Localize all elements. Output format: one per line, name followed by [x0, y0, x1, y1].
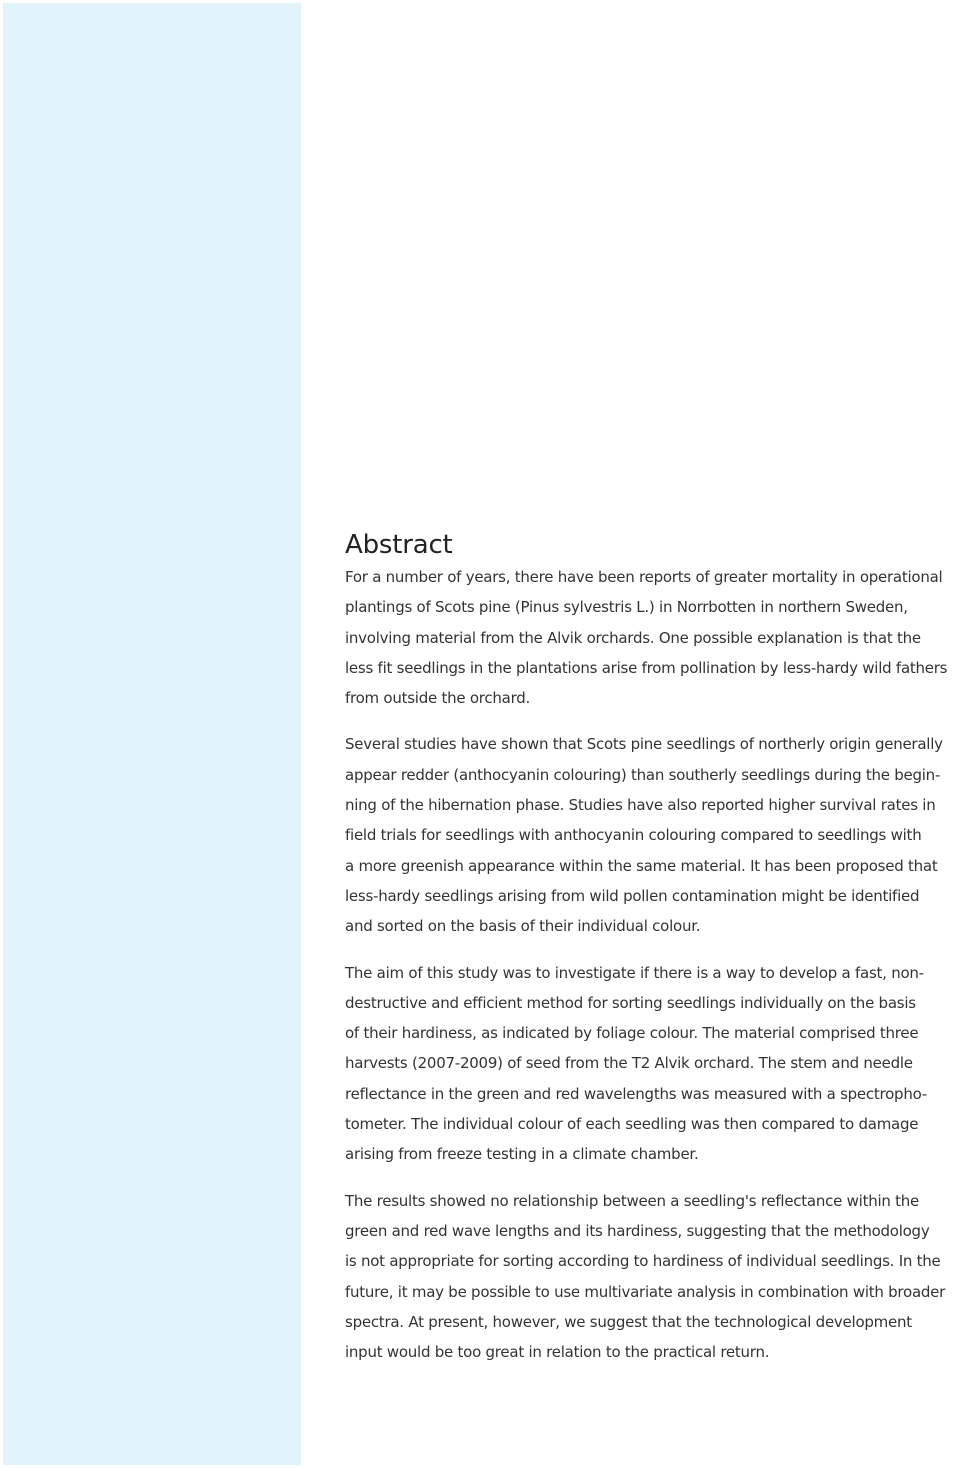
abstract-section [345, 528, 960, 1367]
abstract-heading: Abstract [345, 530, 453, 560]
text-line: green and red wave lengths and its hardiness, suggesting that the methodology [345, 1221, 930, 1240]
text-line: plantings of Scots pine (Pinus sylvestris L.) in Norrbotten in northern Sweden, [345, 598, 908, 617]
side-color-band [3, 3, 301, 1465]
abstract-paragraph-4 [345, 1186, 960, 1368]
text-line: appear redder (anthocyanin colouring) than southerly seedlings during the begin- [345, 765, 941, 784]
text-line: a more greenish appearance within the same material. It has been proposed that [345, 856, 938, 875]
text-line: involving material from the Alvik orchards. One possible explanation is that the [345, 628, 921, 647]
text-line: The results showed no relationship between a seedling's reflectance within the [345, 1191, 920, 1210]
paragraph-gap [345, 713, 960, 729]
text-line: harvests (2007-2009) of seed from the T2 Alvik orchard. The stem and needle [345, 1054, 913, 1073]
text-line: tometer. The individual colour of each seedling was then compared to damage [345, 1115, 919, 1134]
text-line: arising from freeze testing in a climate chamber. [345, 1145, 699, 1164]
text-line: reflectance in the green and red wavelengths was measured with a spectropho- [345, 1084, 927, 1103]
text-line: The aim of this study was to investigate if there is a way to develop a fast, non- [345, 963, 924, 982]
text-line: spectra. At present, however, we suggest that the technological development [345, 1312, 912, 1331]
text-line: ning of the hibernation phase. Studies have also reported higher survival rates in [345, 796, 936, 815]
text-line: less-hardy seedlings arising from wild pollen contamination might be identified [345, 886, 920, 905]
text-line: of their hardiness, as indicated by foliage colour. The material comprised three [345, 1024, 919, 1043]
text-line: input would be too great in relation to the practical return. [345, 1343, 770, 1362]
abstract-paragraph-3 [345, 958, 960, 1170]
abstract-paragraph-1 [345, 562, 960, 713]
paragraph-gap [345, 942, 960, 958]
text-line: and sorted on the basis of their individual colour. [345, 917, 701, 936]
abstract-paragraph-2 [345, 729, 960, 941]
text-line: from outside the orchard. [345, 689, 531, 708]
text-line: field trials for seedlings with anthocyanin colouring compared to seedlings with [345, 826, 922, 845]
text-line: is not appropriate for sorting according to hardiness of individual seedlings. In the [345, 1252, 941, 1271]
text-line: less fit seedlings in the plantations arise from pollination by less-hardy wild fathers [345, 658, 948, 677]
paragraph-gap [345, 1170, 960, 1186]
text-line: For a number of years, there have been reports of greater mortality in operational [345, 568, 943, 586]
text-line: Several studies have shown that Scots pine seedlings of northerly origin generally [345, 735, 943, 754]
text-line: future, it may be possible to use multivariate analysis in combination with broader [345, 1282, 946, 1301]
text-line: destructive and efficient method for sorting seedlings individually on the basis [345, 993, 916, 1012]
